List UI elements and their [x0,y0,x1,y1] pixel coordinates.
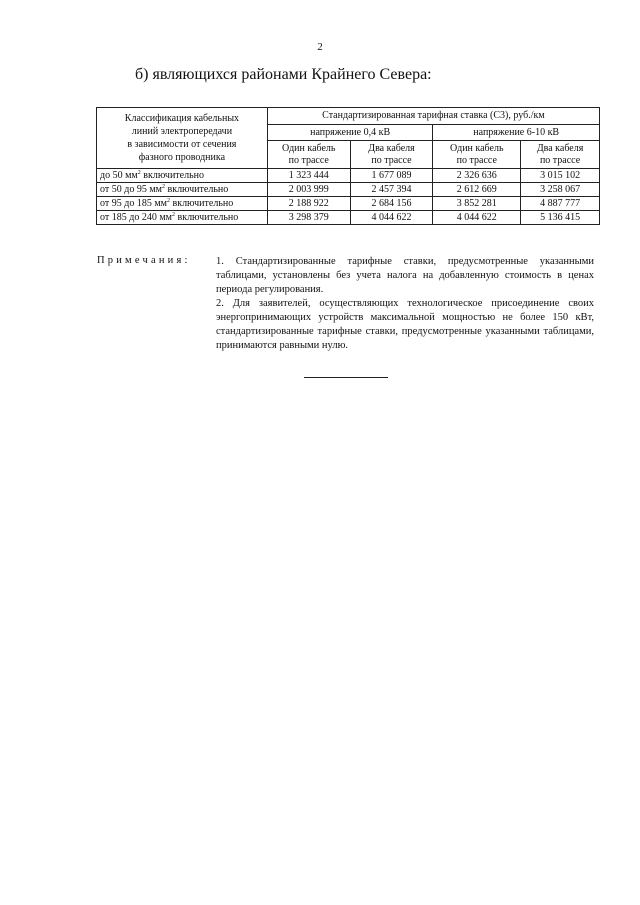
divider-line [304,377,388,378]
row-label-pre: от 185 до 240 мм [100,211,172,223]
value-cell: 4 044 622 [350,211,433,225]
superscript: 2 [161,183,165,190]
classification-header-cell [97,108,268,169]
one-cable-line: по трассе [288,154,329,166]
classification-header-line: в зависимости от сечения [127,139,237,150]
value-cell: 2 457 394 [350,183,433,197]
value-cell: 2 684 156 [350,197,433,211]
table-row [97,211,600,225]
table-row [97,169,600,183]
one-cable-line: по трассе [456,154,497,166]
value-cell: 3 015 102 [521,169,600,183]
value-cell: 1 323 444 [267,169,350,183]
value-cell: 2 003 999 [267,183,350,197]
note-item: 1. Стандартизированные тарифные ставки, предусмотренные указанными таблицами, установлены без учета налога на добавленную стоимость в ценах периода регулирования. [216,256,594,295]
notes-body [216,255,594,353]
one-cable-header [433,141,521,169]
row-label-post: включительно [140,169,205,181]
row-label-pre: от 95 до 185 мм [100,197,167,209]
value-cell: 3 298 379 [267,211,350,225]
superscript: 2 [137,169,141,176]
page-number: 2 [317,41,323,53]
tariff-table [96,107,600,225]
table-row [97,183,600,197]
notes-label: Примечания: [97,255,191,266]
section-heading: б) являющихся районами Крайнего Севера: [135,66,432,83]
value-cell: 2 188 922 [267,197,350,211]
one-cable-line: Один кабель [281,142,336,154]
voltage-high-header: напряжение 6-10 кВ [433,125,600,141]
two-cables-line: Два кабеля [536,142,584,154]
value-cell: 2 612 669 [433,183,521,197]
row-label-post: включительно [174,211,239,223]
row-label [97,183,268,197]
classification-header-line: Классификация кабельных [124,113,240,124]
two-cables-line: по трассе [539,154,581,166]
table-row [97,197,600,211]
two-cables-line: по трассе [371,154,412,166]
row-label-post: включительно [169,197,234,209]
value-cell: 4 044 622 [433,211,521,225]
row-label [97,197,268,211]
two-cables-header [350,141,433,169]
two-cables-header [521,141,600,169]
one-cable-header [267,141,350,169]
value-cell: 3 258 067 [521,183,600,197]
superscript: 2 [171,211,175,218]
classification-header-line: линий электропередачи [131,126,233,137]
row-label-post: включительно [164,183,229,195]
rate-header: Стандартизированная тарифная ставка (С3), руб./км [267,108,599,125]
row-label [97,211,268,225]
one-cable-line: Один кабель [450,142,504,154]
value-cell: 1 677 089 [350,169,433,183]
value-cell: 3 852 281 [433,197,521,211]
value-cell: 2 326 636 [433,169,521,183]
row-label-pre: до 50 мм [100,169,138,181]
superscript: 2 [166,197,170,204]
classification-header-line: фазного проводника [138,152,226,163]
voltage-low-header: напряжение 0,4 кВ [267,125,433,141]
row-label-pre: от 50 до 95 мм [100,183,162,195]
row-label [97,169,268,183]
value-cell: 4 887 777 [521,197,600,211]
note-item: 2. Для заявителей, осуществляющих технологическое присоединение своих энергопринимающих устройств максимальной мощностью не более 150 кВт, стандартизированные тарифные ставки, предусмотренные указанными таблицами, принимаются равными нулю. [216,298,594,351]
value-cell: 5 136 415 [521,211,600,225]
two-cables-line: Два кабеля [368,142,415,154]
